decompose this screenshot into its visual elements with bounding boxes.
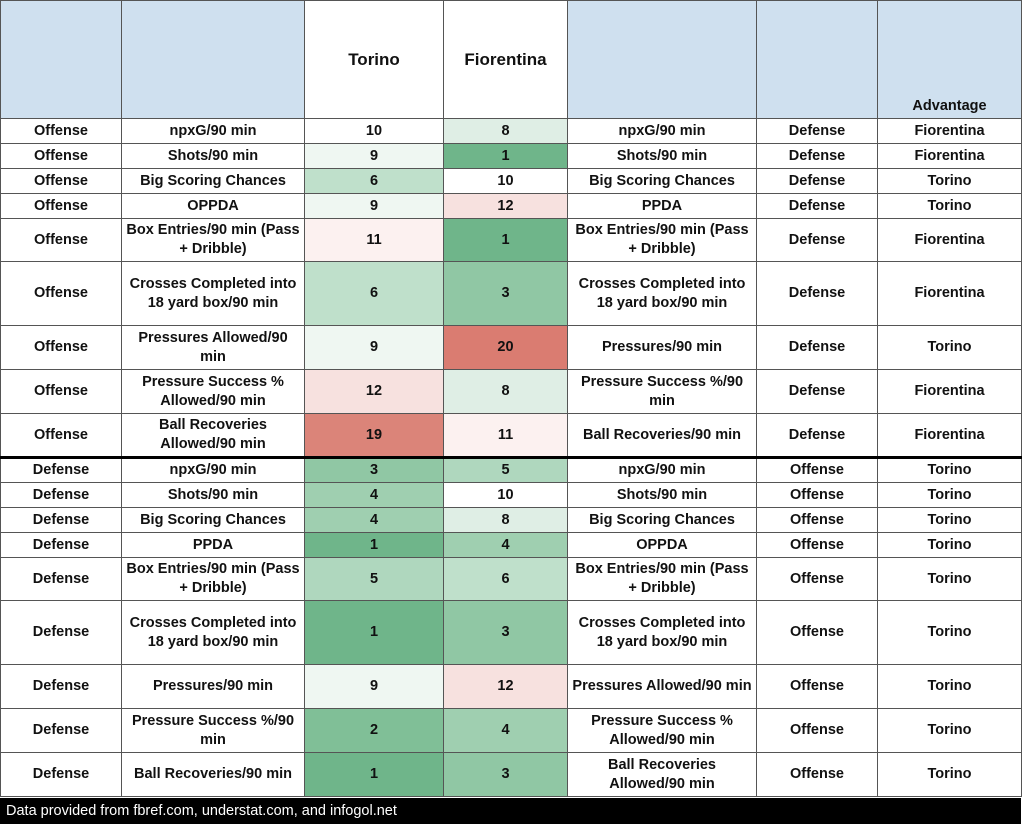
metric-cell: Crosses Completed into 18 yard box/90 min [122,262,305,326]
metric-cell: PPDA [122,533,305,558]
table-row [1,558,1022,601]
team-b-rank: 4 [444,709,568,753]
team-a-rank: 1 [305,753,444,797]
team-a-rank: 9 [305,326,444,370]
metric-cell: Big Scoring Chances [122,508,305,533]
team-a-rank: 9 [305,194,444,219]
opp-side-cell: Defense [757,119,878,144]
side-cell: Offense [1,119,122,144]
header-blank-left [1,1,122,119]
header-blank-opp-metric [568,1,757,119]
team-a-rank: 2 [305,709,444,753]
team-b-rank: 20 [444,326,568,370]
team-b-rank: 8 [444,508,568,533]
team-a-rank: 4 [305,483,444,508]
table-row [1,326,1022,370]
advantage-cell: Torino [878,665,1022,709]
team-b-rank: 8 [444,370,568,414]
team-b-rank: 1 [444,219,568,262]
metric-cell: npxG/90 min [122,119,305,144]
header-row [1,1,1022,119]
opp-metric-cell: Ball Recoveries Allowed/90 min [568,753,757,797]
opp-side-cell: Offense [757,458,878,483]
opp-metric-cell: Big Scoring Chances [568,169,757,194]
side-cell: Offense [1,194,122,219]
team-a-rank: 9 [305,665,444,709]
table-row [1,508,1022,533]
opp-side-cell: Defense [757,326,878,370]
metric-cell: Pressure Success % Allowed/90 min [122,370,305,414]
header-team-b: Fiorentina [444,1,568,119]
opp-metric-cell: Pressures/90 min [568,326,757,370]
table-row [1,169,1022,194]
opp-side-cell: Offense [757,601,878,665]
team-b-rank: 5 [444,458,568,483]
side-cell: Defense [1,483,122,508]
opp-metric-cell: PPDA [568,194,757,219]
opp-metric-cell: Ball Recoveries/90 min [568,414,757,458]
advantage-cell: Torino [878,326,1022,370]
side-cell: Offense [1,262,122,326]
header-team-a: Torino [305,1,444,119]
team-b-rank: 11 [444,414,568,458]
table-row [1,483,1022,508]
team-a-rank: 3 [305,458,444,483]
side-cell: Defense [1,665,122,709]
team-b-rank: 10 [444,483,568,508]
opp-side-cell: Defense [757,262,878,326]
opp-side-cell: Offense [757,508,878,533]
team-a-rank: 11 [305,219,444,262]
opp-side-cell: Offense [757,533,878,558]
metric-cell: Box Entries/90 min (Pass + Dribble) [122,558,305,601]
opp-side-cell: Defense [757,144,878,169]
opp-metric-cell: Big Scoring Chances [568,508,757,533]
opp-metric-cell: Pressure Success % Allowed/90 min [568,709,757,753]
metric-cell: Box Entries/90 min (Pass + Dribble) [122,219,305,262]
side-cell: Defense [1,508,122,533]
opp-side-cell: Offense [757,665,878,709]
team-a-rank: 5 [305,558,444,601]
opp-metric-cell: Crosses Completed into 18 yard box/90 min [568,262,757,326]
advantage-cell: Torino [878,169,1022,194]
table-row [1,601,1022,665]
team-b-rank: 12 [444,194,568,219]
table-row [1,414,1022,458]
opp-metric-cell: Crosses Completed into 18 yard box/90 min [568,601,757,665]
opp-side-cell: Defense [757,194,878,219]
opp-metric-cell: Shots/90 min [568,144,757,169]
side-cell: Offense [1,326,122,370]
table-row [1,753,1022,797]
metric-cell: npxG/90 min [122,458,305,483]
advantage-cell: Torino [878,194,1022,219]
table-row [1,119,1022,144]
team-b-rank: 4 [444,533,568,558]
team-a-rank: 6 [305,169,444,194]
metric-cell: Pressure Success %/90 min [122,709,305,753]
opp-side-cell: Defense [757,370,878,414]
opp-metric-cell: Box Entries/90 min (Pass + Dribble) [568,219,757,262]
opp-metric-cell: npxG/90 min [568,458,757,483]
side-cell: Defense [1,458,122,483]
table-row [1,370,1022,414]
opp-side-cell: Offense [757,558,878,601]
advantage-cell: Torino [878,753,1022,797]
team-a-rank: 4 [305,508,444,533]
opp-side-cell: Offense [757,709,878,753]
advantage-cell: Fiorentina [878,219,1022,262]
opp-metric-cell: Pressure Success %/90 min [568,370,757,414]
header-blank-metric [122,1,305,119]
side-cell: Defense [1,533,122,558]
table-row [1,194,1022,219]
opp-side-cell: Offense [757,753,878,797]
advantage-cell: Fiorentina [878,119,1022,144]
team-b-rank: 3 [444,601,568,665]
metric-cell: Ball Recoveries Allowed/90 min [122,414,305,458]
table-body [1,119,1022,797]
side-cell: Defense [1,558,122,601]
side-cell: Offense [1,144,122,169]
team-a-rank: 1 [305,601,444,665]
metric-cell: Ball Recoveries/90 min [122,753,305,797]
table-row [1,709,1022,753]
side-cell: Defense [1,753,122,797]
advantage-cell: Fiorentina [878,144,1022,169]
opp-metric-cell: Box Entries/90 min (Pass + Dribble) [568,558,757,601]
advantage-cell: Torino [878,533,1022,558]
opp-side-cell: Offense [757,483,878,508]
table-row [1,262,1022,326]
advantage-cell: Torino [878,508,1022,533]
team-a-rank: 12 [305,370,444,414]
advantage-cell: Torino [878,709,1022,753]
team-a-rank: 9 [305,144,444,169]
opp-metric-cell: Pressures Allowed/90 min [568,665,757,709]
header-advantage: Advantage [878,1,1022,119]
advantage-cell: Torino [878,458,1022,483]
data-source-footer: Data provided from fbref.com, understat.com, and infogol.net [0,798,1021,824]
table-row [1,458,1022,483]
advantage-cell: Torino [878,558,1022,601]
advantage-cell: Fiorentina [878,262,1022,326]
metric-cell: Big Scoring Chances [122,169,305,194]
team-a-rank: 19 [305,414,444,458]
side-cell: Offense [1,370,122,414]
metric-cell: Crosses Completed into 18 yard box/90 min [122,601,305,665]
team-b-rank: 1 [444,144,568,169]
team-b-rank: 6 [444,558,568,601]
opp-side-cell: Defense [757,414,878,458]
metric-cell: Pressures/90 min [122,665,305,709]
team-b-rank: 3 [444,753,568,797]
team-b-rank: 8 [444,119,568,144]
team-a-rank: 10 [305,119,444,144]
team-b-rank: 12 [444,665,568,709]
table-row [1,144,1022,169]
side-cell: Offense [1,414,122,458]
opp-side-cell: Defense [757,169,878,194]
team-a-rank: 6 [305,262,444,326]
side-cell: Offense [1,169,122,194]
team-b-rank: 10 [444,169,568,194]
side-cell: Defense [1,601,122,665]
table-row [1,219,1022,262]
side-cell: Defense [1,709,122,753]
table-row [1,533,1022,558]
opp-metric-cell: npxG/90 min [568,119,757,144]
advantage-cell: Fiorentina [878,370,1022,414]
advantage-cell: Torino [878,601,1022,665]
side-cell: Offense [1,219,122,262]
team-b-rank: 3 [444,262,568,326]
advantage-cell: Torino [878,483,1022,508]
opp-side-cell: Defense [757,219,878,262]
opp-metric-cell: OPPDA [568,533,757,558]
opp-metric-cell: Shots/90 min [568,483,757,508]
header-blank-opp-side [757,1,878,119]
team-a-rank: 1 [305,533,444,558]
advantage-cell: Fiorentina [878,414,1022,458]
metric-cell: Shots/90 min [122,483,305,508]
metric-cell: Shots/90 min [122,144,305,169]
metric-cell: OPPDA [122,194,305,219]
metric-cell: Pressures Allowed/90 min [122,326,305,370]
table-row [1,665,1022,709]
